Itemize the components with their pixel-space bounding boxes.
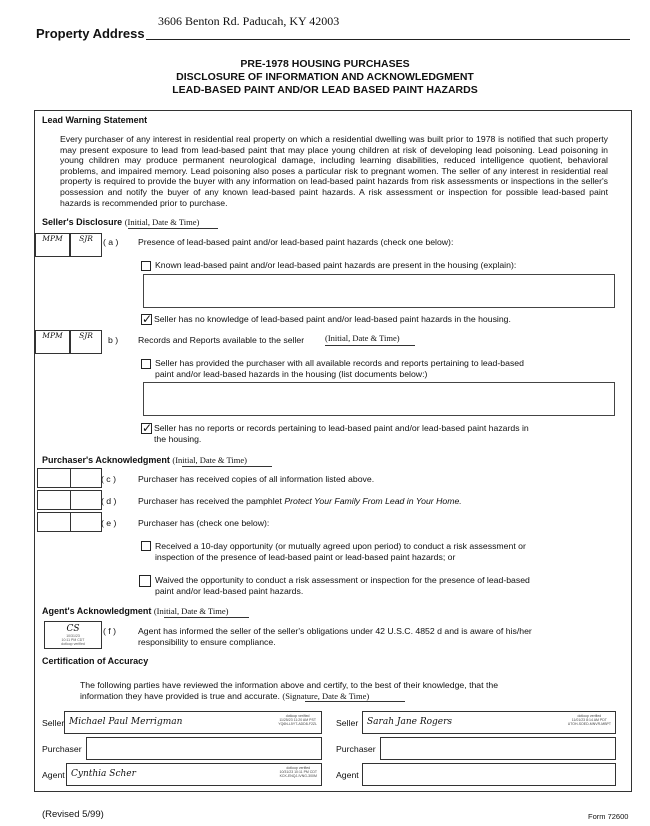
agent-hint-underline bbox=[164, 617, 249, 618]
seller2-signature-label: Seller bbox=[336, 718, 359, 728]
seller2-verify-3: UTOH-SOED-MNVR-MBPT bbox=[567, 722, 611, 726]
provided-records-checkbox[interactable] bbox=[141, 359, 151, 369]
records-list-field[interactable] bbox=[143, 382, 615, 416]
property-address-underline bbox=[146, 39, 630, 40]
item-d-text bbox=[138, 496, 462, 507]
seller-disclosure-title: Seller's Disclosure bbox=[42, 217, 123, 227]
known-lead-explain-field[interactable] bbox=[143, 274, 615, 308]
purchaser-ack-heading bbox=[42, 455, 247, 465]
purchaser2-initial-c[interactable] bbox=[70, 468, 102, 488]
agent-initial-text: CS bbox=[66, 624, 80, 634]
purchaser2-initial-d[interactable] bbox=[70, 490, 102, 510]
purchaser1-initial-e[interactable] bbox=[37, 512, 71, 532]
item-f-marker: ( f ) bbox=[103, 626, 117, 636]
item-f-text-1: Agent has informed the seller of the seller's obligations under 42 U.S.C. 4852 d and is aware of his/her bbox=[138, 626, 532, 636]
no-reports-checkbox[interactable]: ✓ bbox=[142, 421, 153, 435]
seller1-initial-a[interactable] bbox=[35, 233, 70, 257]
agent1-verify-1: dotloop verified bbox=[286, 766, 311, 770]
seller-disclosure-heading bbox=[42, 217, 199, 227]
agent-ack-heading bbox=[42, 606, 228, 616]
purchaser1-initial-d[interactable] bbox=[37, 490, 71, 510]
item-a-marker: ( a ) bbox=[103, 237, 119, 247]
seller-disclosure-hint: (Initial, Date & Time) bbox=[124, 217, 200, 227]
certification-hint-underline bbox=[305, 701, 405, 702]
no-reports-label-1: Seller has no reports or records pertaining to lead-based paint and/or lead-based paint hazards in bbox=[154, 423, 529, 433]
certification-hint: (Signature, Date & Time) bbox=[282, 691, 370, 701]
provided-records-label-1: Seller has provided the purchaser with all available records and reports pertaining to lead-based bbox=[155, 358, 524, 368]
purchaser-ack-hint: (Initial, Date & Time) bbox=[172, 455, 247, 465]
property-address-label: Property Address bbox=[36, 26, 145, 41]
item-b-text: Records and Reports available to the seller bbox=[138, 335, 305, 345]
agent1-signature-field[interactable] bbox=[66, 763, 322, 786]
seller1-signature: Michael Paul Merrigman bbox=[69, 717, 183, 727]
agent1-signature: Cynthia Scher bbox=[71, 769, 136, 779]
agent-initial-f[interactable] bbox=[44, 621, 102, 649]
seller2-verify-2: 11/01/23 8:14 AM PDT bbox=[571, 718, 607, 722]
item-b-hint-underline bbox=[325, 345, 415, 346]
revised-note: (Revised 5/99) bbox=[42, 809, 104, 820]
received-opportunity-label-1: Received a 10-day opportunity (or mutually agreed upon period) to conduct a risk assessment or bbox=[155, 541, 526, 551]
waived-opportunity-checkbox[interactable] bbox=[139, 575, 151, 587]
agent-initial-time: 10:11 PM CDT bbox=[61, 638, 85, 642]
agent-initial-date: 10/31/23 bbox=[66, 634, 80, 638]
item-d-marker: ( d ) bbox=[101, 496, 117, 506]
purchaser-hint-underline bbox=[182, 466, 272, 467]
purchaser2-initial-e[interactable] bbox=[70, 512, 102, 532]
seller2-signature: Sarah Jane Rogers bbox=[367, 717, 453, 727]
seller1-verify-1: dotloop verified bbox=[285, 714, 310, 718]
seller2-signature-field[interactable] bbox=[362, 711, 616, 734]
form-number: Form 72600 bbox=[588, 812, 629, 821]
no-knowledge-checkbox[interactable]: ✓ bbox=[142, 312, 153, 326]
agent1-verify-3: KCK-ENQJ-IVNG-300M bbox=[279, 774, 317, 778]
item-c-text: Purchaser has received copies of all information listed above. bbox=[138, 474, 375, 484]
waived-opportunity-label-1: Waived the opportunity to conduct a risk assessment or inspection for the presence of lead-based bbox=[155, 575, 530, 585]
seller1-signature-label: Seller bbox=[42, 718, 65, 728]
certification-heading: Certification of Accuracy bbox=[42, 656, 149, 666]
waived-opportunity-label-2: paint and/or lead-based paint hazards. bbox=[155, 586, 304, 596]
seller1-signature-field[interactable] bbox=[64, 711, 322, 734]
received-opportunity-label-2: inspection of the presence of lead-based paint or lead-based paint hazards; or bbox=[155, 552, 456, 562]
purchaser2-signature-label: Purchaser bbox=[336, 744, 376, 754]
known-lead-label: Known lead-based paint and/or lead-based paint hazards are present in the housing (explain): bbox=[155, 260, 517, 270]
known-lead-checkbox[interactable] bbox=[141, 261, 151, 271]
certification-text-2-main: information they have provided is true and accurate. bbox=[80, 691, 280, 701]
no-reports-label-2: the housing. bbox=[154, 434, 202, 444]
purchaser1-signature-label: Purchaser bbox=[42, 744, 82, 754]
seller1-verify bbox=[278, 714, 317, 726]
agent-ack-title: Agent's Acknowledgment bbox=[42, 606, 152, 616]
item-d-pamphlet-title: Protect Your Family From Lead in Your Home. bbox=[284, 496, 462, 506]
item-f-text-2: responsibility to ensure compliance. bbox=[138, 637, 276, 647]
lead-warning-heading: Lead Warning Statement bbox=[42, 115, 148, 125]
provided-records-label-2: paint and/or lead-based hazards in the housing (list documents below:) bbox=[155, 369, 428, 379]
purchaser2-signature-field[interactable] bbox=[380, 737, 616, 760]
seller2-verify bbox=[568, 714, 611, 726]
item-c-marker: ( c ) bbox=[101, 474, 116, 484]
purchaser-ack-title: Purchaser's Acknowledgment bbox=[42, 455, 170, 465]
seller1-verify-2: 11/25/23 11:20 AM PST bbox=[279, 718, 316, 722]
agent2-signature-label: Agent bbox=[336, 770, 359, 780]
form-title-line1: PRE-1978 HOUSING PURCHASES bbox=[240, 58, 410, 70]
lead-warning-text: Every purchaser of any interest in residential real property on which a residential dwelling was built prior to 1978 is notified that such property may present exposure to lead from lead-based paint that may place young children at risk of developing lead poisoning. Lead poisoning in young children may produce permanent neurological damage, including learning disabilities, reduced intelligence quotient, behavioral problems, and impaired memory. Lead poisoning also poses a particular risk to pregnant women. The seller of any interest in residential real property is required to provide the buyer with any information on lead-based paint hazards from risk assessments or inspections in the seller's possession and notify the buyer of any known lead-based paint hazards. A risk assessment or inspection for possible lead-based paint hazards is recommended prior to purchase. bbox=[60, 134, 608, 208]
no-knowledge-label: Seller has no knowledge of lead-based paint and/or lead-based paint hazards in the housing. bbox=[154, 314, 511, 324]
agent-ack-hint: (Initial, Date & Time) bbox=[153, 606, 229, 616]
agent-initial-verified: dotloop verified bbox=[61, 642, 85, 646]
seller1-initial-a-text: MPM bbox=[42, 234, 63, 243]
seller-hint-underline bbox=[128, 228, 218, 229]
agent1-verify bbox=[280, 766, 317, 778]
agent1-signature-label: Agent bbox=[42, 770, 65, 780]
agent2-signature-field[interactable] bbox=[362, 763, 616, 786]
seller2-initial-a-text: SJR bbox=[79, 234, 93, 243]
item-d-text-plain: Purchaser has received the pamphlet bbox=[138, 496, 285, 506]
seller2-initial-b[interactable] bbox=[70, 330, 102, 354]
item-b-marker: b ) bbox=[108, 335, 119, 345]
item-e-marker: ( e ) bbox=[101, 518, 117, 528]
agent1-verify-2: 10/31/23 10:11 PM CDT bbox=[279, 770, 317, 774]
item-e-text: Purchaser has (check one below): bbox=[138, 518, 270, 528]
seller1-verify-3: YQ6N-L5YT-ADD8-F2ZL bbox=[278, 722, 317, 726]
item-b-hint: (Initial, Date & Time) bbox=[325, 333, 400, 343]
certification-text-1: The following parties have reviewed the information above and certify, to the best of their knowledge, that the bbox=[80, 680, 499, 690]
form-title-line2: DISCLOSURE OF INFORMATION AND ACKNOWLEDGMENT bbox=[176, 71, 474, 83]
purchaser1-signature-field[interactable] bbox=[86, 737, 322, 760]
received-opportunity-checkbox[interactable] bbox=[141, 541, 151, 551]
property-address-value[interactable]: 3606 Benton Rd. Paducah, KY 42003 bbox=[158, 14, 340, 28]
form-title-line3: LEAD-BASED PAINT AND/OR LEAD BASED PAINT HAZARDS bbox=[172, 84, 478, 96]
seller2-initial-a[interactable] bbox=[70, 233, 102, 257]
purchaser1-initial-c[interactable] bbox=[37, 468, 71, 488]
item-a-text: Presence of lead-based paint and/or lead-based paint hazards (check one below): bbox=[138, 237, 454, 247]
seller2-verify-1: dotloop verified bbox=[577, 714, 602, 718]
seller1-initial-b[interactable] bbox=[35, 330, 70, 354]
seller1-initial-b-text: MPM bbox=[42, 331, 63, 340]
seller2-initial-b-text: SJR bbox=[79, 331, 93, 340]
